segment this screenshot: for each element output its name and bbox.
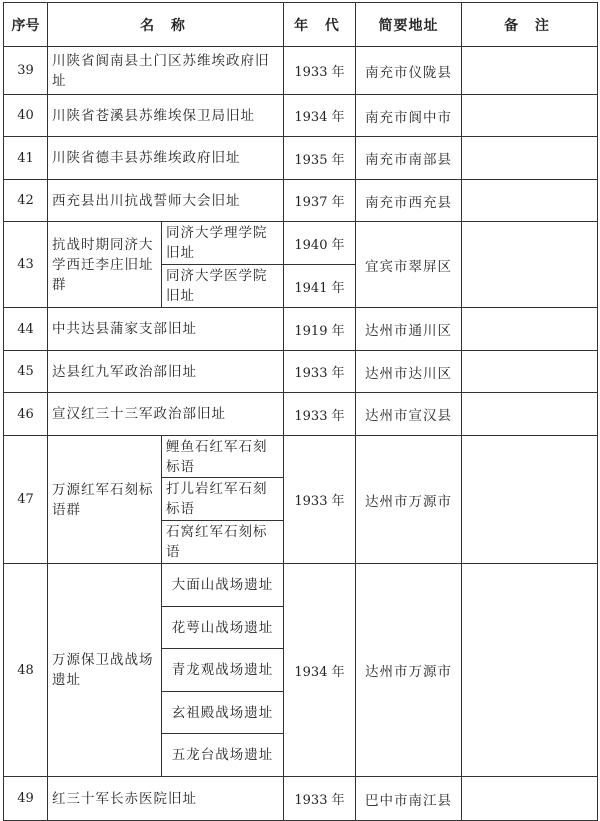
row-no: 43	[4, 222, 48, 308]
row-name: 中共达县蒲家支部旧址	[48, 308, 284, 351]
table-row	[4, 137, 598, 180]
row-note	[462, 777, 598, 821]
row-name: 万源红军石刻标语群	[48, 436, 162, 564]
heritage-sites-table	[3, 2, 598, 821]
row-sub-name: 大面山战场遗址	[162, 564, 284, 607]
row-address: 达州市万源市	[356, 564, 462, 777]
row-address: 宜宾市翠屏区	[356, 222, 462, 308]
header-era: 年 代	[284, 3, 356, 47]
row-sub-name: 玄祖殿战场遗址	[162, 692, 284, 734]
row-note	[462, 436, 598, 564]
row-year: 1937 年	[284, 180, 356, 222]
row-name: 达县红九军政治部旧址	[48, 351, 284, 393]
row-address: 巴中市南江县	[356, 777, 462, 821]
row-no: 42	[4, 180, 48, 222]
row-note	[462, 351, 598, 393]
row-sub-year: 1941 年	[284, 265, 356, 308]
table-row	[4, 180, 598, 222]
row-sub-name: 鲤鱼石红军石刻标语	[162, 436, 284, 478]
header-no: 序号	[4, 3, 48, 47]
row-name: 宣汉红三十三军政治部旧址	[48, 393, 284, 436]
row-year: 1933 年	[284, 777, 356, 821]
table-row	[4, 308, 598, 351]
table-row	[4, 222, 598, 265]
row-name: 抗战时期同济大学西迁李庄旧址群	[48, 222, 162, 308]
row-note	[462, 137, 598, 180]
row-address: 南充市南部县	[356, 137, 462, 180]
row-no: 44	[4, 308, 48, 351]
row-no: 45	[4, 351, 48, 393]
row-note	[462, 180, 598, 222]
table-row	[4, 95, 598, 137]
row-note	[462, 308, 598, 351]
row-address: 达州市万源市	[356, 436, 462, 564]
row-name: 川陕省苍溪县苏维埃保卫局旧址	[48, 95, 284, 137]
row-address: 南充市西充县	[356, 180, 462, 222]
row-note	[462, 95, 598, 137]
row-no: 39	[4, 47, 48, 95]
row-note	[462, 47, 598, 95]
row-note	[462, 564, 598, 777]
table-row	[4, 351, 598, 393]
table-header-row	[4, 3, 598, 47]
row-sub-year: 1940 年	[284, 222, 356, 265]
table-row	[4, 47, 598, 95]
row-no: 47	[4, 436, 48, 564]
row-sub-name: 同济大学理学院旧址	[162, 222, 284, 265]
header-name: 名 称	[48, 3, 284, 47]
table-row	[4, 393, 598, 436]
row-name: 西充县出川抗战誓师大会旧址	[48, 180, 284, 222]
row-address: 南充市仪陇县	[356, 47, 462, 95]
row-note	[462, 222, 598, 308]
row-year: 1933 年	[284, 351, 356, 393]
row-year: 1934 年	[284, 564, 356, 777]
row-name: 川陕省德丰县苏维埃政府旧址	[48, 137, 284, 180]
row-sub-name: 青龙观战场遗址	[162, 649, 284, 692]
row-name: 红三十军长赤医院旧址	[48, 777, 284, 821]
row-note	[462, 393, 598, 436]
table-row	[4, 564, 598, 607]
row-name: 川陕省阆南县土门区苏维埃政府旧址	[48, 47, 284, 95]
row-name: 万源保卫战战场遗址	[48, 564, 162, 777]
row-no: 41	[4, 137, 48, 180]
row-year: 1933 年	[284, 47, 356, 95]
row-address: 达州市宣汉县	[356, 393, 462, 436]
row-sub-name: 石窝红军石刻标语	[162, 521, 284, 564]
row-sub-name: 打儿岩红军石刻标语	[162, 478, 284, 521]
row-address: 达州市通川区	[356, 308, 462, 351]
row-sub-name: 花萼山战场遗址	[162, 607, 284, 649]
header-address: 简要地址	[356, 3, 462, 47]
row-sub-name: 五龙台战场遗址	[162, 734, 284, 777]
row-no: 40	[4, 95, 48, 137]
row-no: 49	[4, 777, 48, 821]
row-sub-name: 同济大学医学院旧址	[162, 265, 284, 308]
row-no: 48	[4, 564, 48, 777]
header-note: 备 注	[462, 3, 598, 47]
row-year: 1934 年	[284, 95, 356, 137]
row-address: 南充市阆中市	[356, 95, 462, 137]
row-year: 1933 年	[284, 393, 356, 436]
row-year: 1935 年	[284, 137, 356, 180]
row-year: 1919 年	[284, 308, 356, 351]
row-address: 达州市达川区	[356, 351, 462, 393]
row-no: 46	[4, 393, 48, 436]
row-year: 1933 年	[284, 436, 356, 564]
table-row	[4, 777, 598, 821]
table-row	[4, 436, 598, 478]
